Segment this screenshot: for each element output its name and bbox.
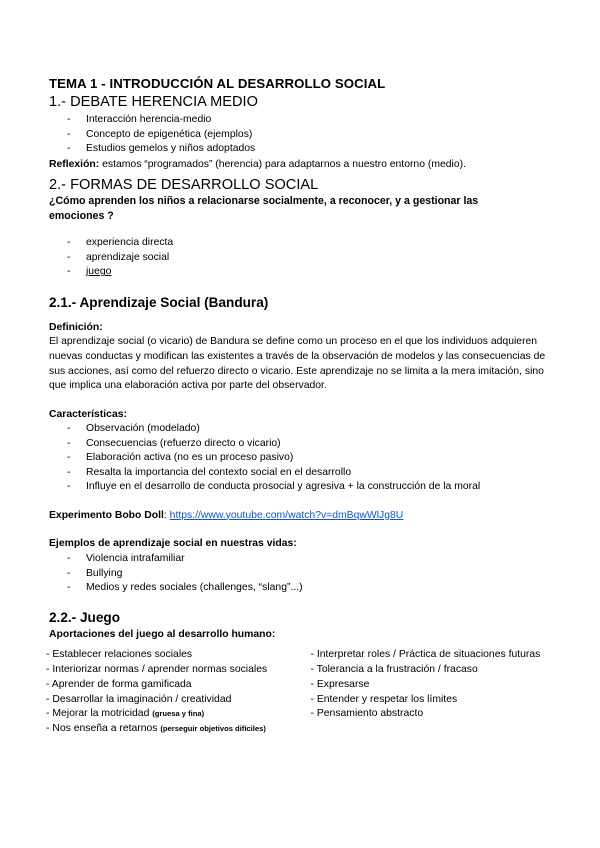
definition-text: El aprendizaje social (o vicario) de Bandura se define como un proceso en el que los individuos adquieren nuevas conductas y modifican las existentes a través de la observación de modelos y las consecuencias de sus acciones, así como del refuerzo directo o vicario. Este aprendizaje no se limita a la mera imitación, sino que implica una elaboración activa por parte del observador. [49,336,546,392]
list-item: - Tolerancia a la frustración / fracaso [310,663,478,675]
list-item: - Bullying [67,567,123,579]
reflection-label: Reflexión: [49,158,100,170]
list-item: - Interpretar roles / Práctica de situaciones futuras [310,649,541,661]
definition-label: Definición: [49,321,103,333]
section-1-list [49,113,569,157]
section-2-list [49,236,569,280]
section-2-2-heading: 2.2.- Juego [49,609,121,625]
list-item: - Interacción herencia-medio [67,114,212,125]
contributions-right-column [310,648,569,737]
list-item: - Influye en el desarrollo de conducta prosocial y agresiva + la construcción de la moral [67,481,481,493]
list-item: - Estudios gemelos y niños adoptados [67,143,256,154]
list-item: - Elaboración activa (no es un proceso pasivo) [67,452,294,464]
document-page [46,76,569,737]
experiment-link[interactable]: https://www.youtube.com/watch?v=dmBqwWlJg8U [169,509,404,521]
experiment-label: Experimento Bobo Doll [49,509,164,521]
section-1-heading: 1.- DEBATE HERENCIA MEDIO [49,94,258,110]
list-item: - Establecer relaciones sociales [46,649,193,661]
section-2-1-heading: 2.1.- Aprendizaje Social (Bandura) [49,294,269,310]
list-item: - Consecuencias (refuerzo directo o vicario) [67,437,281,449]
reflection-paragraph [49,158,569,173]
list-item: - Mejorar la motricidad (gruesa y fina) [46,708,205,720]
examples-label: Ejemplos de aprendizaje social en nuestras vidas: [49,538,297,550]
contributions-label: Aportaciones del juego al desarrollo humano: [49,628,276,640]
list-item: - juego [67,266,112,278]
document-title: TEMA 1 - INTRODUCCIÓN AL DESARROLLO SOCIAL [49,76,386,91]
list-item: - Desarrollar la imaginación / creatividad [46,693,232,705]
section-2-question: ¿Cómo aprenden los niños a relacionarse socialmente, a reconocer, y a gestionar las emociones ? [49,195,479,222]
list-item: - Pensamiento abstracto [310,708,424,720]
list-item: - Entender y respetar los límites [310,693,458,705]
list-item: - Medios y redes sociales (challenges, “slang”...) [67,582,303,594]
reflection-text: estamos “programados” (herencia) para adaptarnos a nuestro entorno (medio). [99,158,466,170]
section-2-heading: 2.- FORMAS DE DESARROLLO SOCIAL [49,177,319,194]
list-item: - Violencia intrafamiliar [67,553,185,565]
list-item: - aprendizaje social [67,251,170,263]
contributions-columns [46,648,569,737]
list-item: - Concepto de epigenética (ejemplos) [67,128,253,140]
characteristics-list [49,422,569,495]
list-item: - Resalta la importancia del contexto social en el desarrollo [67,466,352,478]
contributions-left-column [46,648,310,737]
list-item: - Interiorizar normas / aprender normas sociales [46,663,268,675]
experiment-line: Experimento Bobo Doll: https://www.youtube.com/watch?v=dmBqwWlJg8U [49,509,404,521]
list-item: - Observación (modelado) [67,423,200,435]
list-item: - experiencia directa [67,237,174,249]
characteristics-label: Características: [49,408,127,420]
list-item: - Aprender de forma gamificada [46,678,192,690]
list-item: - Expresarse [310,678,370,690]
list-item: - Nos enseña a retarnos (perseguir objetivos difíciles) [46,723,266,735]
examples-list [49,552,569,596]
